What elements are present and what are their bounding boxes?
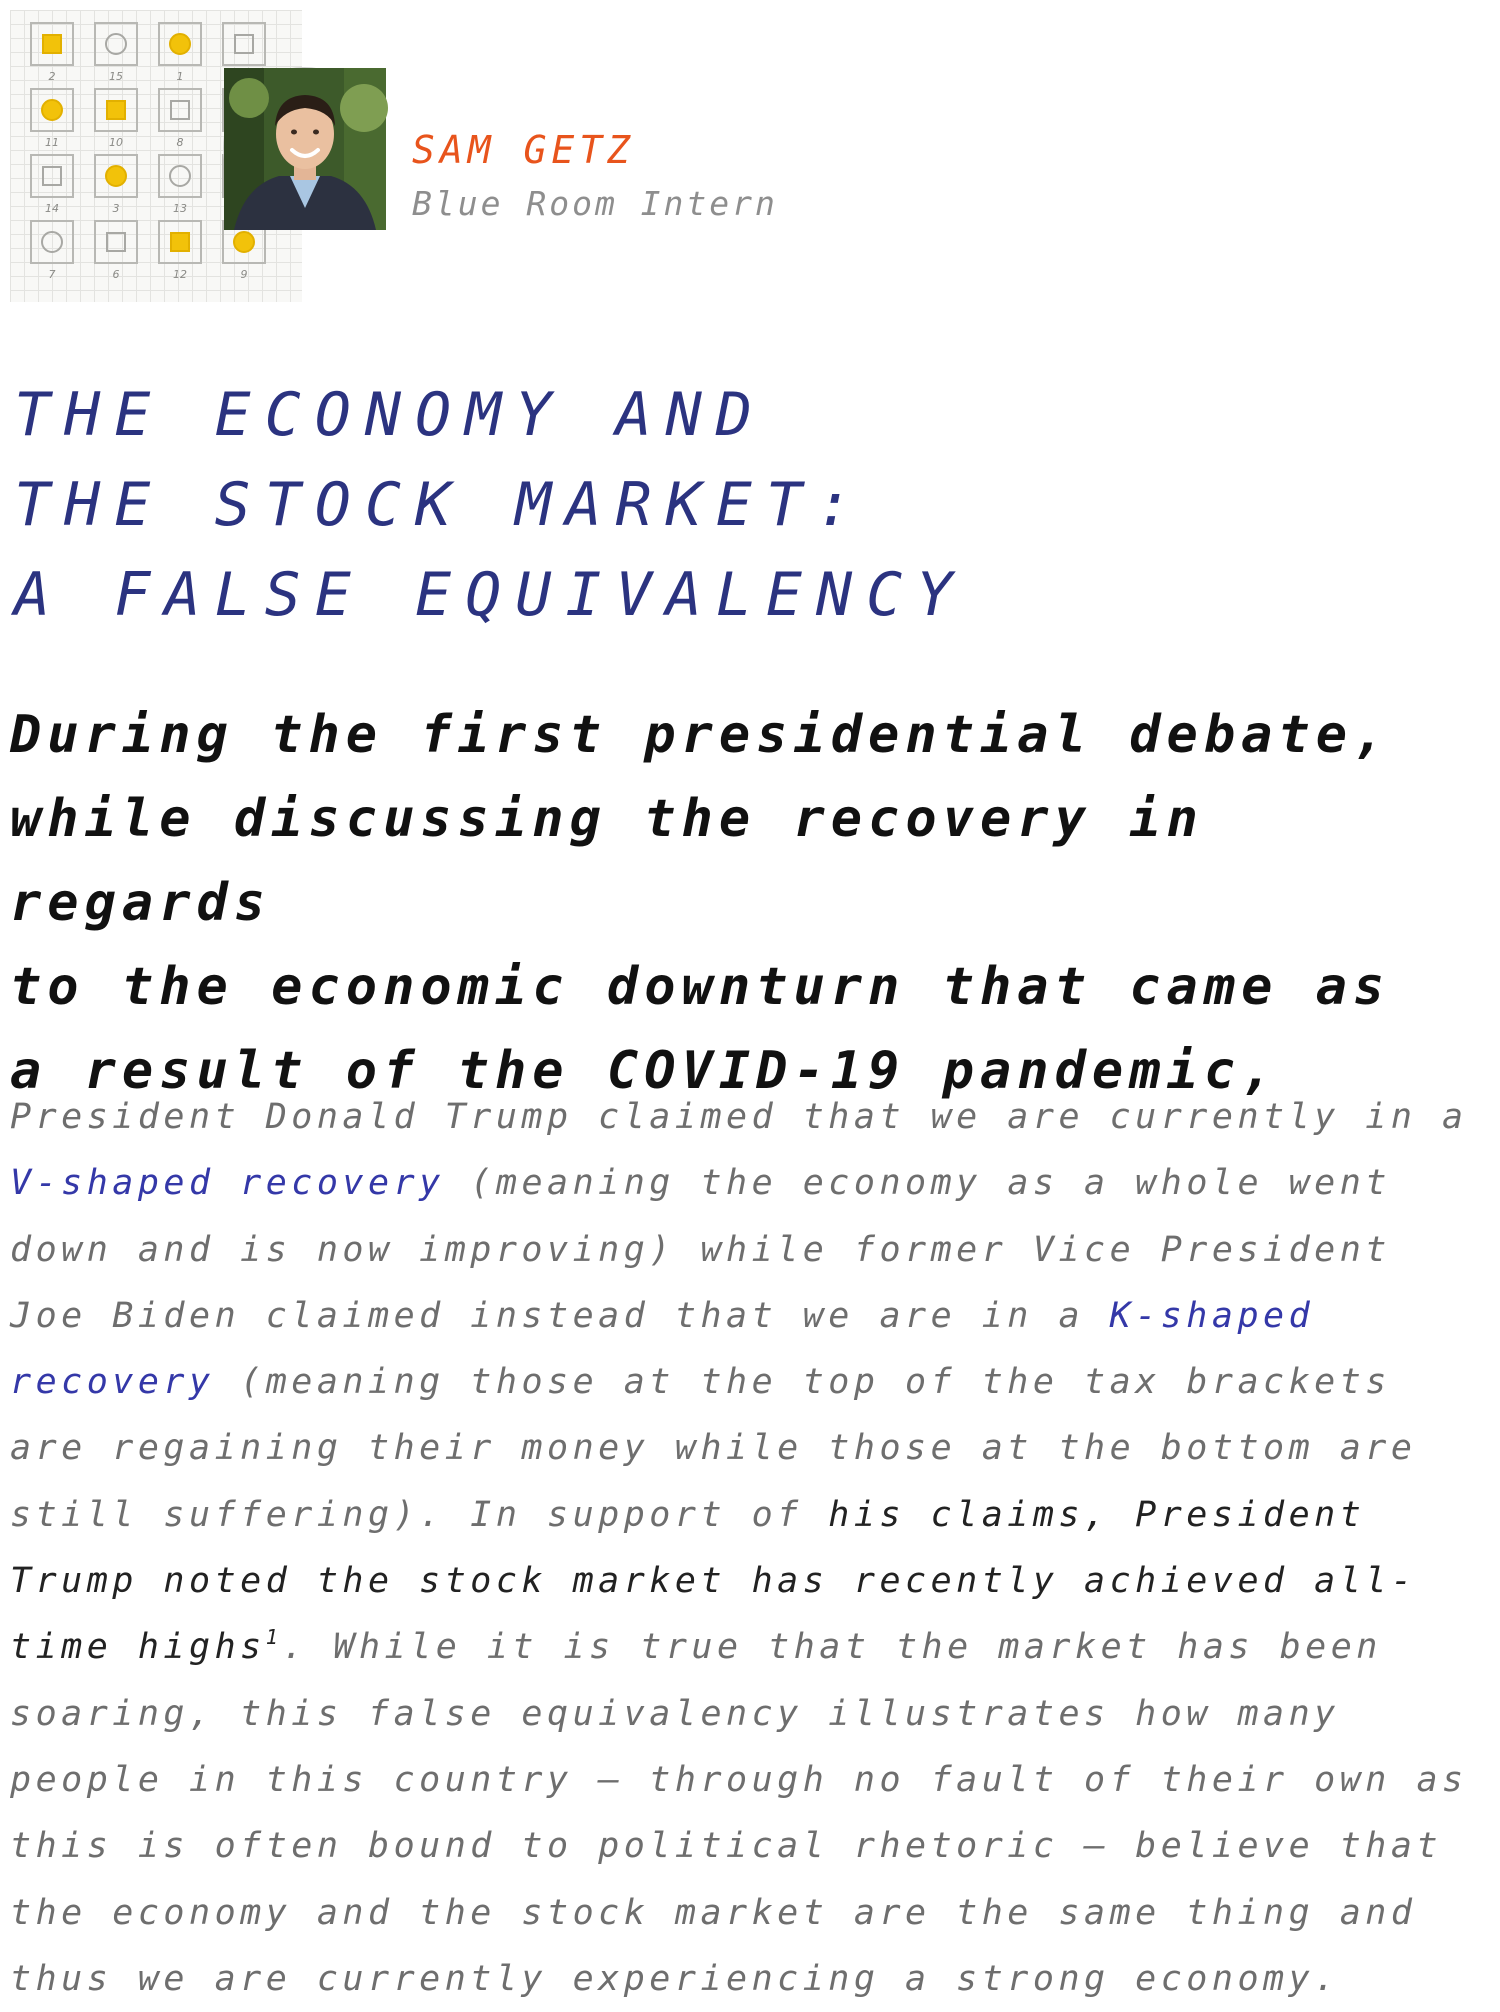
art-cell-number: 14 [45, 202, 59, 215]
square-mark-icon [106, 232, 126, 252]
circle-mark-icon [41, 231, 63, 253]
author-name: SAM GETZ [412, 128, 636, 172]
art-cell-number: 13 [173, 202, 187, 215]
art-cell [94, 22, 138, 66]
art-cell [222, 22, 266, 66]
title-line: A FALSE EQUIVALENCY [14, 560, 967, 630]
square-mark-icon [106, 100, 126, 120]
circle-mark-icon [105, 165, 127, 187]
k-shaped-recovery-link[interactable]: K-shaped recovery [10, 1295, 1315, 1403]
author-portrait [224, 68, 386, 230]
art-cell-number: 8 [176, 136, 184, 149]
body-text-segment: . While it is true that the market has been soaring, this false equivalency illustrates how many people in this country — through no fault of their own as this is often bound to political rhetoric — believe that the economy and the stock market are the same thing and thus we are currently experiencing a strong economy. [10, 1627, 1468, 1999]
lead-paragraph [10, 693, 1490, 1113]
art-cell-number: 15 [109, 70, 123, 83]
circle-mark-icon [233, 231, 255, 253]
body-text-segment: President Donald Trump claimed that we are currently in a [10, 1097, 1468, 1137]
art-cell [30, 22, 74, 66]
art-cell [94, 154, 138, 198]
square-mark-icon [42, 166, 62, 186]
v-shaped-recovery-link[interactable]: V-shaped recovery [10, 1163, 445, 1204]
lead-line: while discussing the recovery in regards [10, 789, 1204, 933]
art-cell-number: 10 [109, 136, 123, 149]
circle-mark-icon [169, 165, 191, 187]
square-mark-icon [170, 232, 190, 252]
art-cell-number: 2 [48, 70, 56, 83]
square-mark-icon [234, 34, 254, 54]
art-cell-number: 11 [45, 136, 59, 149]
title-line: THE STOCK MARKET: [14, 470, 867, 540]
art-cell [158, 88, 202, 132]
circle-mark-icon [41, 99, 63, 121]
art-cell [158, 22, 202, 66]
art-cell-number: 12 [173, 268, 187, 281]
art-cell [30, 220, 74, 264]
art-cell [94, 220, 138, 264]
emphasized-claim: his claims, President Trump noted the stock market has recently achieved all-time highs [10, 1494, 1417, 1668]
art-cell-number: 3 [112, 202, 120, 215]
art-cell [30, 88, 74, 132]
body-paragraph [10, 1084, 1490, 2012]
square-mark-icon [170, 100, 190, 120]
art-cell-number: 9 [240, 268, 248, 281]
circle-mark-icon [169, 33, 191, 55]
art-cell-number: 1 [176, 70, 184, 83]
lead-line: to the economic downturn that came as [10, 957, 1391, 1017]
title-line: THE ECONOMY AND [14, 380, 766, 450]
author-avatar [223, 67, 385, 229]
art-cell [158, 154, 202, 198]
article-title [14, 370, 1474, 640]
circle-mark-icon [105, 33, 127, 55]
body-text-segment: (meaning those at the top of the tax brackets are regaining their money while those at the bottom are still suffering). In support of [10, 1362, 1417, 1535]
art-cell [158, 220, 202, 264]
lead-line: a result of the COVID-19 pandemic, [10, 1041, 1279, 1101]
body-text-segment: (meaning the economy as a whole went down and is now improving) while former Vice President Joe Biden claimed instead that we are in a [10, 1163, 1391, 1336]
author-role: Blue Room Intern [412, 184, 778, 223]
footnote-marker[interactable]: 1 [265, 1625, 283, 1650]
art-cell [94, 88, 138, 132]
lead-line: During the first presidential debate, [10, 705, 1391, 765]
art-cell [30, 154, 74, 198]
art-cell-number: 6 [112, 268, 120, 281]
art-cell-number: 7 [48, 268, 56, 281]
square-mark-icon [42, 34, 62, 54]
